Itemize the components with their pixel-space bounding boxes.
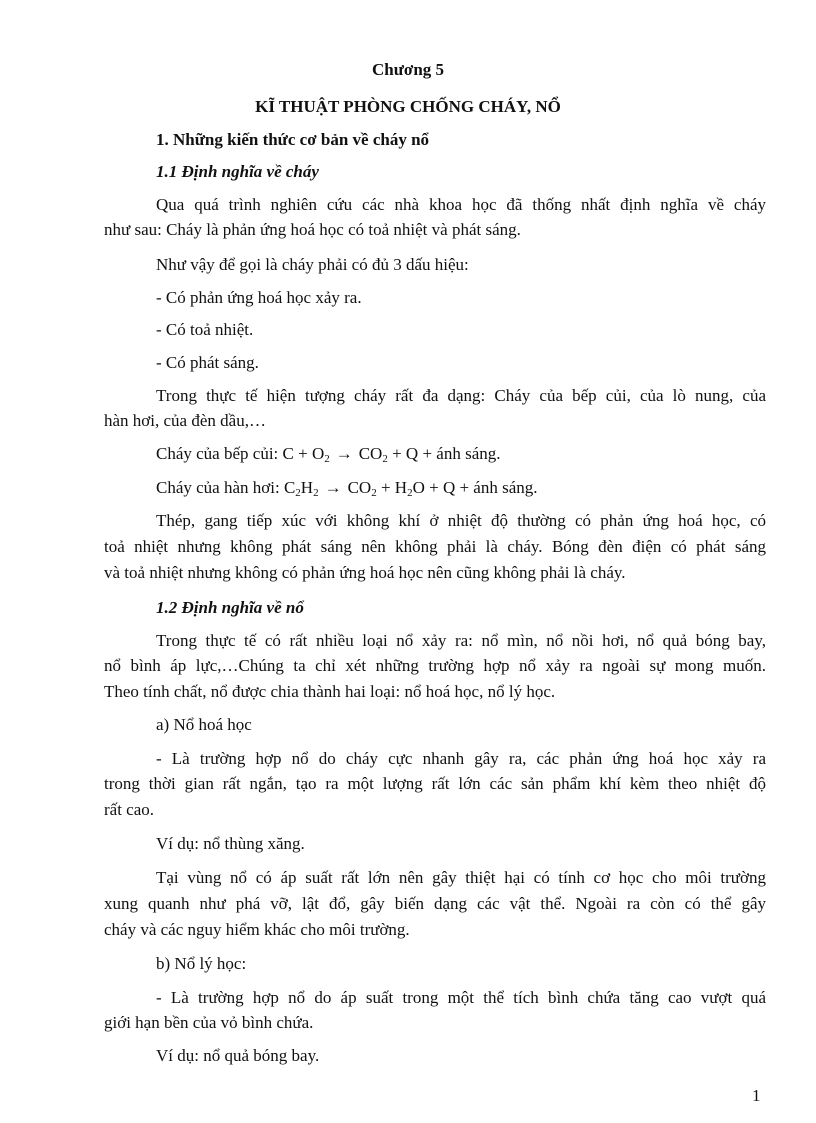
paragraph-line: Trong thực tế có rất nhiều loại nổ xảy ra: nổ mìn, nổ nồi hơi, nổ quả bóng bay, (156, 631, 766, 650)
subsection-1-1-heading: 1.1 Định nghĩa về cháy (156, 162, 319, 181)
chapter-title: KĨ THUẬT PHÒNG CHỐNG CHÁY, NỔ (255, 97, 561, 116)
page-number: 1 (752, 1086, 761, 1105)
equation-han-hoi (156, 476, 538, 500)
paragraph-line: cháy và các nguy hiểm khác cho môi trường. (104, 920, 410, 939)
physical-explosion-label: b) Nổ lý học: (156, 954, 247, 973)
equation-text: Cháy của hàn hơi: C (156, 478, 296, 497)
example-text: Ví dụ: nổ thùng xăng. (156, 834, 305, 853)
paragraph-line: Qua quá trình nghiên cứu các nhà khoa học đã thống nhất định nghĩa về cháy (156, 195, 766, 214)
arrow-icon: → (335, 444, 353, 463)
example-text: Ví dụ: nổ quả bóng bay. (156, 1046, 320, 1065)
paragraph-line: giới hạn bền của vỏ bình chứa. (104, 1013, 314, 1032)
list-item: - Có phát sáng. (156, 353, 259, 372)
subscript: 2 (371, 487, 377, 499)
paragraph-line: - Là trường hợp nổ do cháy cực nhanh gây ra, các phản ứng hoá học xảy ra (156, 749, 766, 768)
equation-text: CO (358, 444, 383, 463)
subscript: 2 (382, 453, 388, 465)
paragraph-line: nổ bình áp lực,…Chúng ta chỉ xét những trường hợp nổ xảy ra ngoài sự mong muốn. (104, 656, 766, 675)
subscript: 2 (407, 487, 413, 499)
paragraph-line: Tại vùng nổ có áp suất rất lớn nên gây thiệt hại có tính cơ học cho môi trường (156, 868, 766, 887)
arrow-icon: → (324, 478, 342, 497)
equation-text: Cháy của bếp củi: C + O (156, 444, 325, 463)
equation-bep-cui (156, 442, 501, 466)
chapter-number: Chương 5 (371, 60, 445, 79)
equation-text: + Q + ánh sáng. (387, 444, 501, 463)
equation-text: H (300, 478, 314, 497)
paragraph-line: Theo tính chất, nổ được chia thành hai loại: nổ hoá học, nổ lý học. (104, 682, 556, 701)
paragraph-line: toả nhiệt nhưng không phát sáng nên không phải là cháy. Bóng đèn điện có phát sáng (104, 537, 766, 556)
subsection-1-2-heading: 1.2 Định nghĩa về nổ (156, 598, 304, 617)
subscript: 2 (324, 453, 330, 465)
section-1-heading: 1. Những kiến thức cơ bản về cháy nổ (156, 130, 430, 149)
list-item: - Có toả nhiệt. (156, 320, 254, 339)
list-item: - Có phản ứng hoá học xảy ra. (156, 288, 362, 307)
paragraph-line: Trong thực tế hiện tượng cháy rất đa dạng: Cháy của bếp củi, của lò nung, của (156, 386, 766, 405)
paragraph-line: và toả nhiệt nhưng không có phản ứng hoá học nên cũng không phải là cháy. (104, 563, 626, 582)
equation-text: CO (347, 478, 372, 497)
paragraph-line: xung quanh như phá vỡ, lật đổ, gây biến dạng các vật thể. Ngoài ra còn có thể gây (104, 894, 766, 913)
paragraph-line: Thép, gang tiếp xúc với không khí ở nhiệt độ thường có phản ứng hoá học, có (156, 511, 766, 530)
paragraph-line: - Là trường hợp nổ do áp suất trong một thể tích bình chứa tăng cao vượt quá (156, 988, 766, 1007)
chemical-explosion-label: a) Nổ hoá học (156, 715, 252, 734)
signs-intro: Như vậy để gọi là cháy phải có đủ 3 dấu hiệu: (156, 255, 469, 274)
paragraph-line: hàn hơi, của đèn dầu,… (104, 411, 266, 430)
paragraph-line: như sau: Cháy là phản ứng hoá học có toả nhiệt và phát sáng. (104, 220, 521, 239)
equation-text: + H (376, 478, 408, 497)
paragraph-line: rất cao. (104, 800, 155, 819)
subscript: 2 (295, 487, 301, 499)
paragraph-line: trong thời gian rất ngắn, tạo ra một lượng rất lớn các sản phẩm khí kèm theo nhiệt độ (104, 774, 766, 793)
equation-text: O + Q + ánh sáng. (412, 478, 538, 497)
subscript: 2 (313, 487, 319, 499)
